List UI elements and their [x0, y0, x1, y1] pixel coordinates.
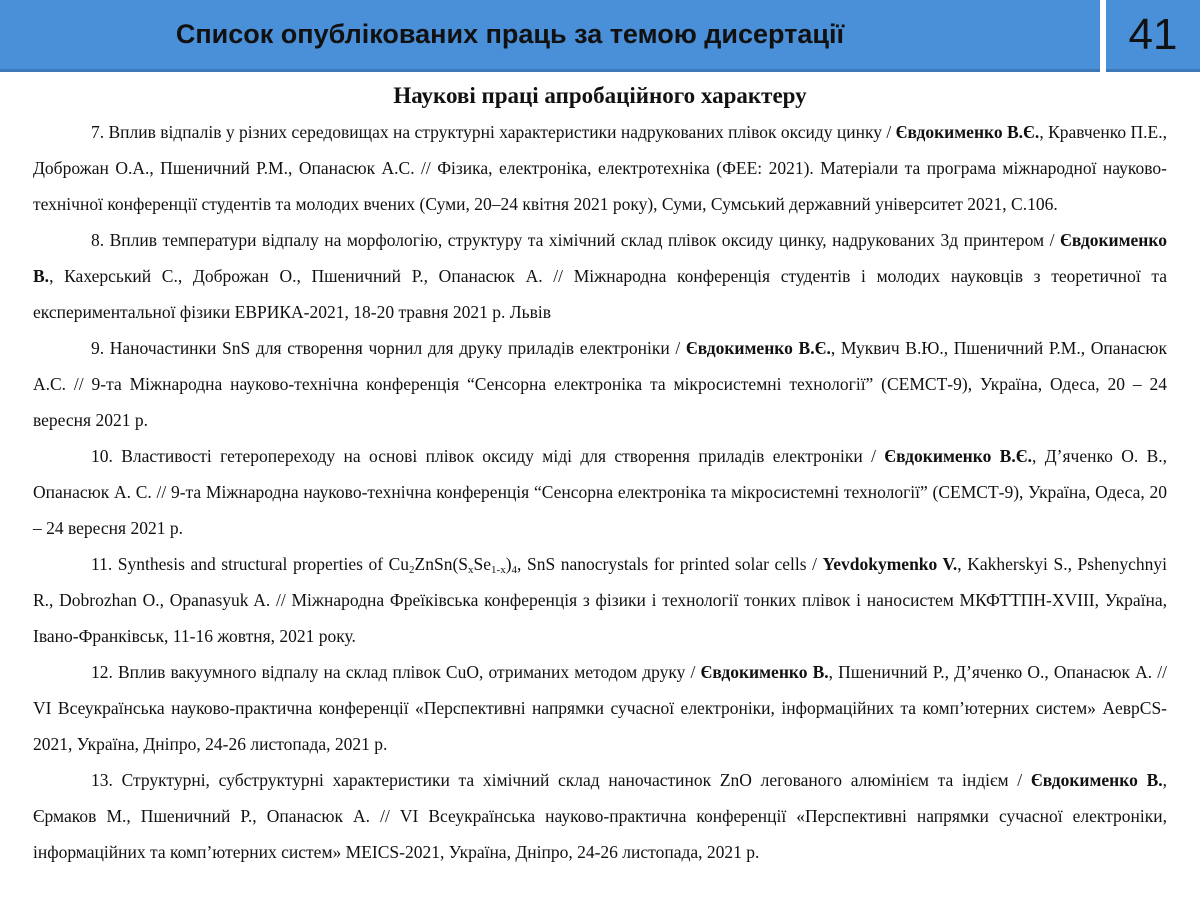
- entry-author: Євдокименко В.: [700, 662, 829, 682]
- section-subtitle: Наукові праці апробаційного характеру: [393, 83, 807, 108]
- publication-list: [33, 80, 1167, 870]
- publication-entry-9: [33, 330, 1167, 438]
- entry-details: , Кахерський С., Доброжан О., Пшеничний Р., Опанасюк А. // Міжнародна конференція студентів і молодих науковців з теоретичної та експериментальної фізики ЕВРИКА-2021, 18-20 травня 2021 р. Львів: [33, 266, 1167, 322]
- publication-entry-10: [33, 438, 1167, 546]
- entry-author: Євдокименко В.Є.: [895, 122, 1040, 142]
- entry-text: 12. Вплив вакуумного відпалу на склад плівок CuO, отриманих методом друку /: [91, 662, 701, 682]
- subscript: x: [468, 564, 474, 576]
- slide-title: Список опублікованих праць за темою дисертації: [175, 19, 845, 49]
- entry-text: 8. Вплив температури відпалу на морфологію, структуру та хімічний склад плівок оксиду цинку, надрукованих 3д принтером /: [91, 230, 1060, 250]
- publication-entry-12: [33, 654, 1167, 762]
- entry-text: 9. Наночастинки SnS для створення чорнил для друку приладів електроніки /: [91, 338, 686, 358]
- publication-entry-11: [33, 546, 1167, 654]
- entry-text: ): [505, 554, 512, 574]
- entry-text: Se: [473, 554, 492, 574]
- entry-details: , Муквич В.Ю., Пшеничний Р.М., Опанасюк А.С. // 9-та Міжнародна науково-технічна конференція “Сенсорна електроніка та мікросистемні технології” (СЕМСТ-9), Україна, Одеса, 20 – 24 вересня 2021 р.: [33, 338, 1167, 430]
- page-number: 41: [1128, 9, 1178, 59]
- entry-text: ZnSn(S: [414, 554, 469, 574]
- entry-text: 10. Властивості гетеропереходу на основі плівок оксиду міді для створення приладів електроніки /: [91, 446, 885, 466]
- entry-details: , Д’яченко О. В., Опанасюк А. С. // 9-та Міжнародна науково-технічна конференція “Сенсорна електроніка та мікросистемні технології” (СЕМСТ-9), Україна, Одеса, 20 – 24 вересня 2021 р.: [33, 446, 1167, 538]
- entry-details: , Кравченко П.Е., Доброжан О.А., Пшеничний Р.М., Опанасюк А.С. // Фізика, електроніка, електротехніка (ФЕЕ: 2021). Матеріали та програма міжнародної науково-технічної конференції студентів та молодих вчених (Суми, 20–24 квітня 2021 року), Суми, Сумський державний університет 2021, С.106.: [33, 122, 1167, 214]
- subscript: 2: [409, 564, 415, 576]
- entry-text: 13. Структурні, субструктурні характеристики та хімічний склад наночастинок ZnO легованого алюмінієм та індієм /: [91, 770, 1031, 790]
- publication-entry-7: [33, 114, 1167, 222]
- entry-text: 11. Synthesis and structural properties of Cu: [91, 554, 410, 574]
- subscript: 1-x: [491, 564, 506, 576]
- entry-author: Євдокименко В.Є.: [884, 446, 1032, 466]
- entry-details: , Kakherskyi S., Pshenychnyi R., Dobrozhan O., Opanasyuk A. // Міжнародна Фреїківська конференція з фізики і технології тонких плівок і наносистем МКФТТПН-XVIII, Україна, Івано-Франківськ, 11-16 жовтня, 2021 року.: [33, 554, 1167, 646]
- publication-entry-13: [33, 762, 1167, 870]
- entry-author: Євдокименко В.: [33, 230, 1167, 286]
- entry-author: Євдокименко В.: [1030, 770, 1163, 790]
- entry-text: 7. Вплив відпалів у різних середовищах на структурні характеристики надрукованих плівок оксиду цинку /: [91, 122, 896, 142]
- title-bar: [0, 0, 1100, 72]
- page-number-box: [1106, 0, 1200, 72]
- subscript: 4: [511, 564, 518, 576]
- publication-entry-8: [33, 222, 1167, 330]
- entry-details: , Єрмаков М., Пшеничний Р., Опанасюк А. // VI Всеукраїнська науково-практична конференції «Перспективні напрямки сучасної електроніки, інформаційних та комп’ютерних систем» MEICS-2021, Україна, Дніпро, 24-26 листопада, 2021 р.: [33, 770, 1167, 862]
- entry-details: , Пшеничний Р., Д’яченко О., Опанасюк А. // VI Всеукраїнська науково-практична конференції «Перспективні напрямки сучасної електроніки, інформаційних та комп’ютерних систем» AеврCS-2021, Україна, Дніпро, 24-26 листопада, 2021 р.: [33, 662, 1167, 754]
- entry-author: Yevdokymenko V.: [822, 554, 958, 574]
- entry-author: Євдокименко В.Є.: [685, 338, 831, 358]
- entry-text: , SnS nanocrystals for printed solar cells /: [517, 554, 823, 574]
